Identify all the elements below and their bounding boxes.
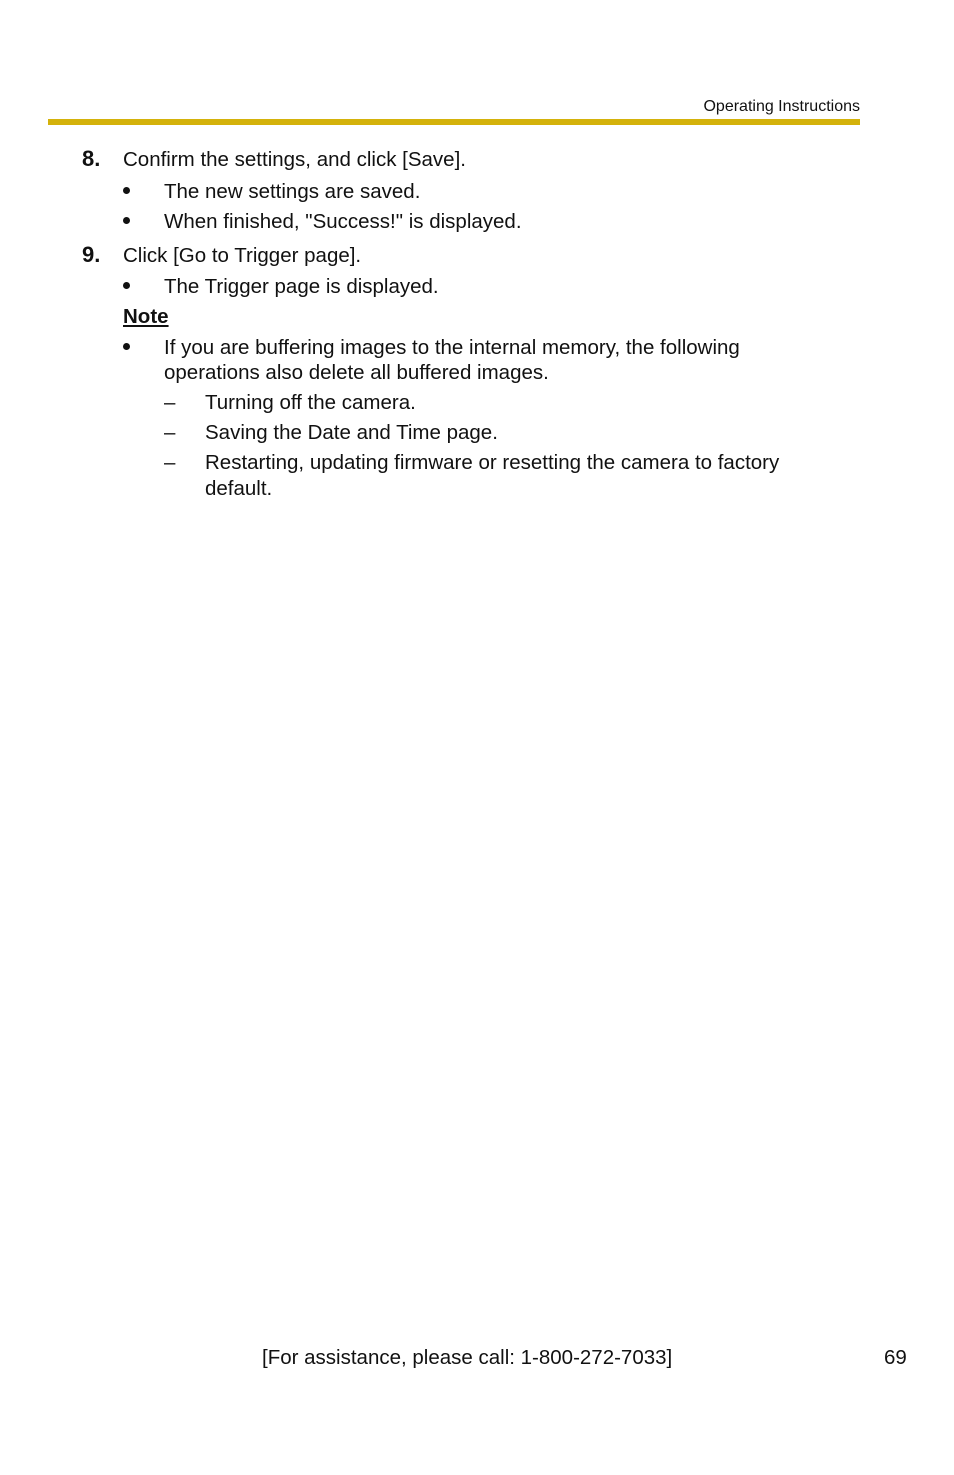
note-bullet-line-1: If you are buffering images to the internal memory, the following <box>164 336 740 359</box>
dash-marker: – <box>164 451 176 474</box>
step-9-bullet-1: The Trigger page is displayed. <box>164 275 439 298</box>
bullet-icon <box>123 187 130 194</box>
step-8-bullet-1: The new settings are saved. <box>164 180 421 203</box>
bullet-icon <box>123 217 130 224</box>
bullet-icon <box>123 343 130 350</box>
note-dash-item-2: Saving the Date and Time page. <box>205 421 498 444</box>
note-dash-item-3-line-2: default. <box>205 477 273 500</box>
dash-marker: – <box>164 391 176 414</box>
note-heading: Note <box>123 305 169 328</box>
step-8-text: Confirm the settings, and click [Save]. <box>123 148 466 171</box>
step-9-number: 9. <box>82 242 101 267</box>
header-rule <box>48 119 860 125</box>
bullet-icon <box>123 282 130 289</box>
footer-assistance: [For assistance, please call: 1-800-272-7033] <box>262 1346 673 1369</box>
note-dash-item-1: Turning off the camera. <box>205 391 416 414</box>
note-dash-item-3-line-1: Restarting, updating firmware or resetting the camera to factory <box>205 451 780 474</box>
note-bullet-line-2: operations also delete all buffered images. <box>164 361 549 384</box>
step-8-bullet-2: When finished, "Success!" is displayed. <box>164 210 522 233</box>
dash-marker: – <box>164 421 176 444</box>
step-8-number: 8. <box>82 146 101 171</box>
page-number: 69 <box>884 1346 907 1369</box>
step-9-text: Click [Go to Trigger page]. <box>123 244 362 267</box>
header-title: Operating Instructions <box>703 98 860 115</box>
